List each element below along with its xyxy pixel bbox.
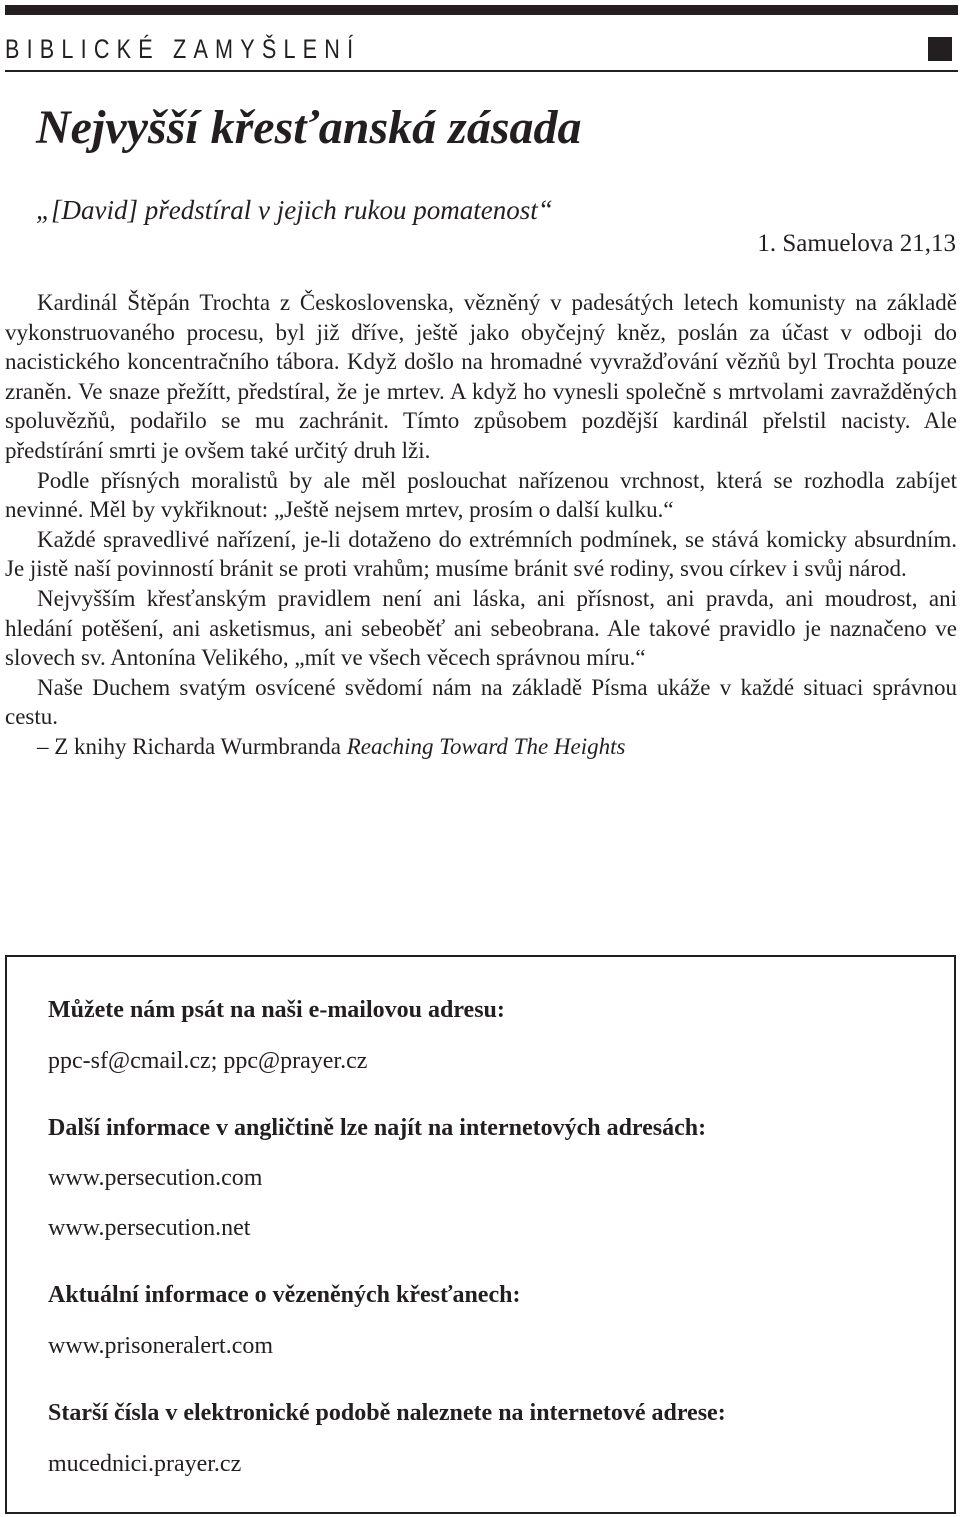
archive-heading: Starší čísla v elektronické podobě naleznete na internetové adrese: <box>48 1400 726 1426</box>
bible-reference: 1. Samuelova 21,13 <box>757 230 956 257</box>
article-paragraph: Podle přísných moralistů by ale měl poslouchat nařízenou vrchnost, která se rozhodla zabíjet nevinné. Měl by vykřiknout: „Ještě nejsem mrtev, prosím o další kulku.“ <box>5 467 957 523</box>
header-divider <box>5 70 958 72</box>
article-paragraph: Naše Duchem svatým osvícené svědomí nám na základě Písma ukáže v každé situaci správnou cestu. <box>5 674 957 730</box>
link-persecution-net[interactable]: www.persecution.net <box>48 1215 251 1241</box>
article-paragraph: Kardinál Štěpán Trochta z Československa, vězněný v padesátých letech komunisty na základě vykonstruovaného procesu, byl již dříve, ještě jako obyčejný kněz, poslán za účast v odboji do nacistického koncentračního tábora. Když došlo na hromadné vyvražďování vězňů byl Trochta pouze zraněn. Ve snaze přežítt, předstíral, že je mrtev. A když ho vynesli společně s mrtvolami zavražděných spoluvězňů, podařilo se mu zachránit. Tímto způsobem pozdější kardinál přelstil nacisty. Ale předstírání smrti je ovšem také určitý druh lži. <box>5 290 957 463</box>
email-heading: Můžete nám psát na naši e-mailovou adresu: <box>48 997 505 1023</box>
section-square-mark <box>928 37 952 61</box>
header-top-rule <box>5 5 958 15</box>
article-title: Nejvyšší křesťanská zásada <box>36 101 582 154</box>
english-info-heading: Další informace v angličtině lze najít na internetových adresách: <box>48 1115 707 1141</box>
prisoners-heading: Aktuální informace o vězeněných křesťanech: <box>48 1282 521 1308</box>
contact-info-box <box>5 955 956 1514</box>
article-paragraph: Nejvyšším křesťanským pravidlem není ani láska, ani přísnost, ani pravda, ani moudrost, ani hledání potěšení, ani asketismus, ani sebeoběť ani sebeobrana. Ale takové pravidlo je naznačeno ve slovech sv. Antonína Velikého, „mít ve všech věcech správnou míru.“ <box>5 585 957 671</box>
article-body <box>5 288 957 762</box>
bible-quote: „[David] předstíral v jejich rukou pomatenost“ <box>36 195 553 225</box>
link-persecution-com[interactable]: www.persecution.com <box>48 1165 263 1191</box>
section-label: BIBLICKÉ ZAMYŠLENÍ <box>5 34 361 64</box>
link-prisoneralert[interactable]: www.prisoneralert.com <box>48 1333 274 1359</box>
email-addresses[interactable]: ppc-sf@cmail.cz; ppc@prayer.cz <box>48 1048 368 1074</box>
article-paragraph: Každé spravedlivé nařízení, je-li dotaženo do extrémních podmínek, se stává komicky absurdním. Je jistě naší povinností bránit se proti vrahům; musíme bránit své rodiny, svou církev i svůj národ. <box>5 526 957 582</box>
source-book-title: Reaching Toward The Heights <box>346 733 626 759</box>
source-prefix: – Z knihy Richarda Wurmbranda <box>37 733 347 759</box>
article-source <box>5 732 957 762</box>
link-archive[interactable]: mucednici.prayer.cz <box>48 1451 242 1477</box>
